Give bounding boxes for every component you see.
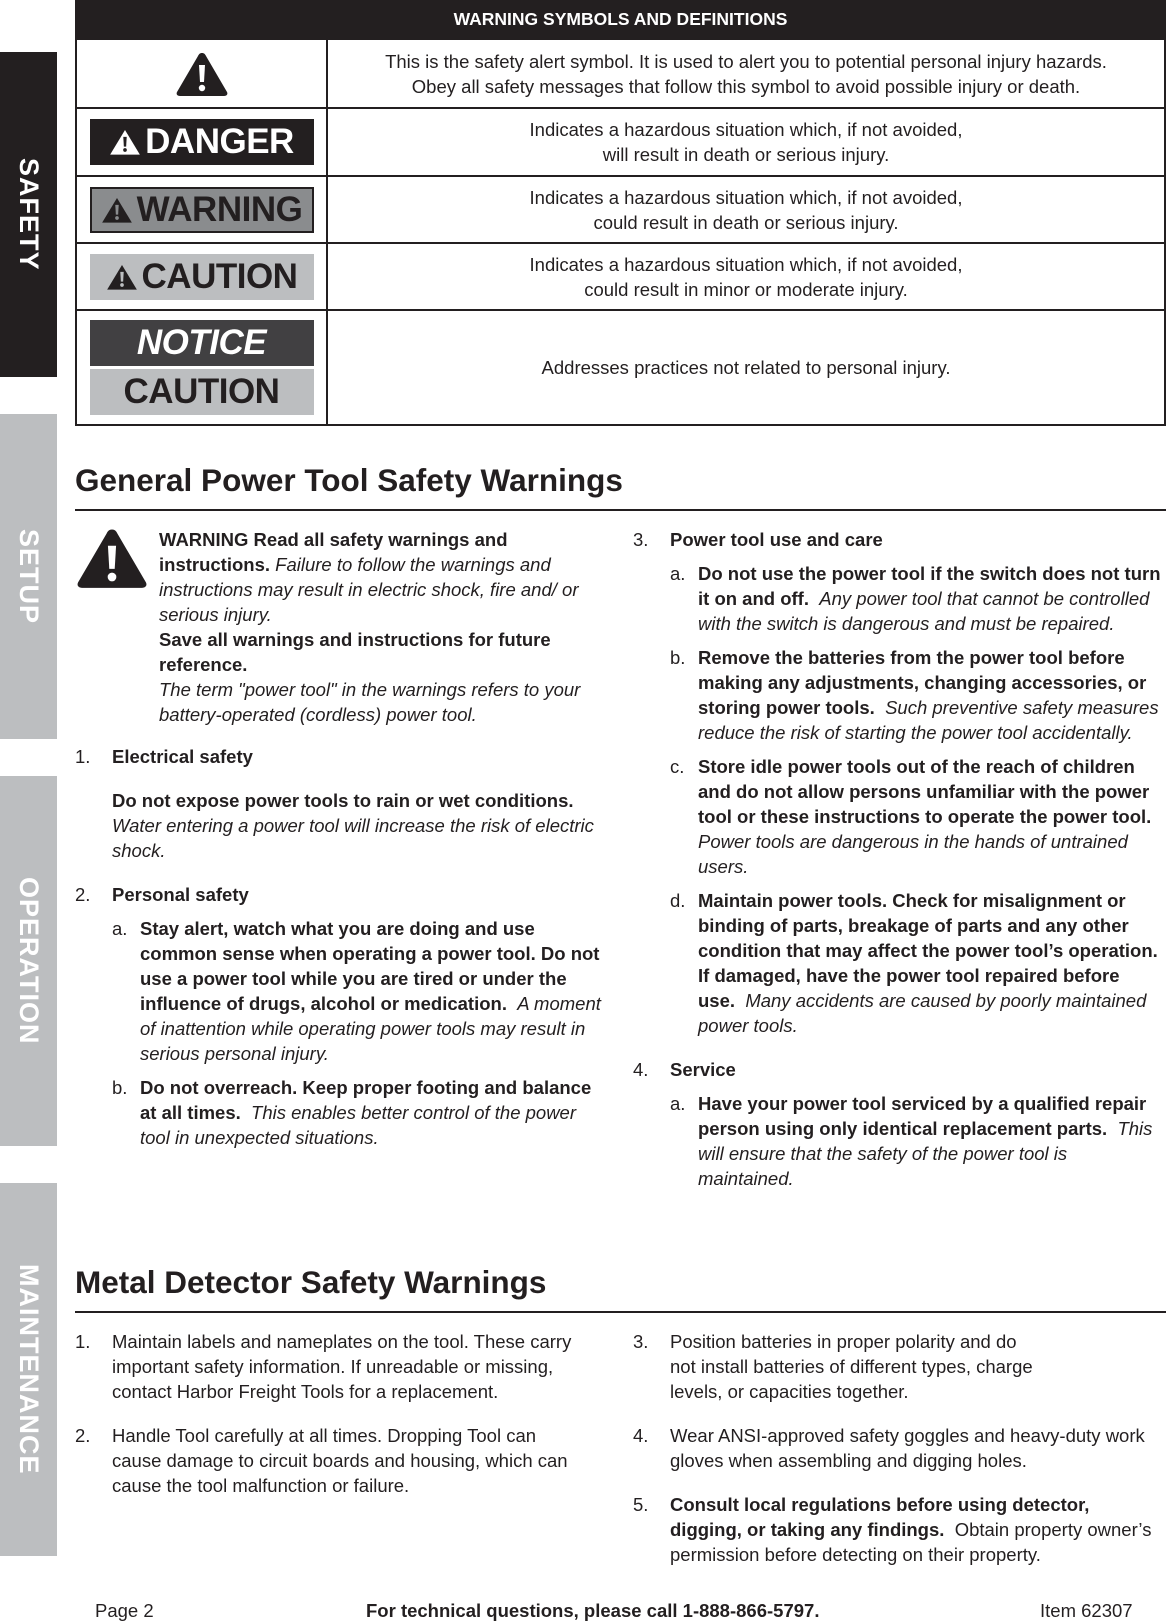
list-item: 3. Power tool use and care — [633, 529, 883, 550]
table-row — [77, 242, 1164, 309]
list-item: 1. Maintain labels and nameplates on the tool. These carry important safety information. If unreadable or missing, contact Harbor Freight Tools for a replacement. — [75, 1331, 572, 1402]
metal-left-column — [75, 1329, 585, 1498]
caution-badge: CAUTION — [90, 254, 314, 300]
general-intro: WARNING Read all safety warnings and instructions. Failure to follow the warnings and instructions may result in electric shock, fire and/ or serious injury. Save all warnings and instructions for future reference. The term "power tool" in the warnings refers to your battery-operated (cordless) power tool. — [159, 529, 581, 725]
list-item: 2. Personal safety — [75, 884, 249, 905]
list-item: 1. Electrical safety — [75, 746, 253, 767]
list-item: a. Stay alert, watch what you are doing and use common sense when operating a power tool. Do not use a power tool while you are tired or under the influence of drugs, alcohol or medication. A moment of inattention while operating power tools may result in serious personal injury. — [112, 918, 601, 1064]
list-item: a. Have your power tool serviced by a qualified repair person using only identical replacement parts. This will ensure that the safety of the power tool is maintained. — [670, 1093, 1153, 1189]
list-item: c. Store idle power tools out of the reach of children and do not allow persons unfamiliar with the power tool or these instructions to operate the power tool. Power tools are dangerous in the hands of untrained users. — [670, 756, 1152, 877]
safety-alert-icon — [74, 525, 150, 591]
safety-alert-icon — [106, 263, 138, 291]
general-right-column — [633, 527, 1166, 1191]
section-title-metal-detector: Metal Detector Safety Warnings — [75, 1264, 1166, 1313]
safety-alert-icon — [101, 196, 133, 224]
alert-definition-line1: This is the safety alert symbol. It is used to alert you to potential personal injury hazards. — [385, 50, 1107, 72]
tab-setup: SETUP — [0, 414, 57, 739]
safety-alert-icon — [109, 128, 141, 156]
table-row — [77, 38, 1164, 107]
caution-definition-line1: Indicates a hazardous situation which, if not avoided, — [529, 253, 963, 275]
page-number: Page 2 — [95, 1600, 154, 1621]
danger-definition-line1: Indicates a hazardous situation which, if not avoided, — [529, 119, 963, 140]
table-header: WARNING SYMBOLS AND DEFINITIONS — [77, 0, 1164, 38]
list-item: b. Remove the batteries from the power tool before making any adjustments, changing accessories, or storing power tools. Such preventive safety measures reduce the risk of starting the power tool accidentally. — [670, 647, 1159, 743]
danger-definition-line2: will result in death or serious injury. — [602, 144, 890, 165]
footer-contact: For technical questions, please call 1-888-866-5797. — [366, 1600, 820, 1621]
notice-badge: NOTICE — [90, 320, 314, 366]
list-item: 2. Handle Tool carefully at all times. Dropping Tool can cause damage to circuit boards and housing, which can cause the tool malfunction or failure. — [75, 1425, 568, 1496]
safety-alert-icon — [174, 50, 230, 98]
item-number: Item 62307 — [1040, 1600, 1133, 1621]
tab-operation: OPERATION — [0, 776, 57, 1146]
list-item: 3. Position batteries in proper polarity and do not install batteries of different types, charge levels, or capacities together. — [633, 1331, 1033, 1402]
table-row — [77, 175, 1164, 242]
caution-definition-line2: could result in minor or moderate injury. — [584, 278, 908, 300]
section-title-general: General Power Tool Safety Warnings — [75, 462, 1166, 511]
list-item: 4. Service — [633, 1059, 736, 1080]
alert-definition-line2: Obey all safety messages that follow this symbol to avoid possible injury or death. — [411, 75, 1081, 97]
warning-definition-line1: Indicates a hazardous situation which, if not avoided, — [529, 186, 963, 208]
notice-caution-badge: CAUTION — [90, 369, 314, 415]
table-row — [77, 309, 1164, 424]
danger-badge: DANGER — [90, 119, 314, 165]
warning-definition-line2: could result in death or serious injury. — [593, 211, 899, 233]
table-row — [77, 107, 1164, 175]
tab-safety: SAFETY — [0, 52, 57, 377]
list-item: b. Do not overreach. Keep proper footing and balance at all times. This enables better control of the power tool in unexpected situations. — [112, 1077, 592, 1148]
list-item: 4. Wear ANSI-approved safety goggles and heavy-duty work gloves when assembling and digging holes. — [633, 1425, 1145, 1471]
metal-right-column — [633, 1329, 1166, 1567]
general-left-column: 1. Electrical safety Do not expose power tools to rain or wet conditions. Water entering a power tool will increase the risk of electric shock. 2. Personal safety a. Stay alert, watch what you are doing and use common sense when operating a power tool. Do not use a power tool while you are tired or under the influence of drugs, alcohol or medication. A moment of inattention while operating power tools may result in serious personal injury. b. Do not overreach. Keep proper footing and balance at all times. This enables better control of the power tool in unexpected situations. — [75, 744, 605, 1150]
list-item: 5. Consult local regulations before using detector, digging, or taking any findings. Obtain property owner’s permission before detecting on their property. — [633, 1494, 1152, 1565]
warning-symbols-table — [75, 0, 1166, 426]
list-item: a. Do not use the power tool if the switch does not turn it on and off. Any power tool that cannot be controlled with the switch is dangerous and must be repaired. — [670, 563, 1161, 634]
list-item: d. Maintain power tools. Check for misalignment or binding of parts, breakage of parts and any other condition that may affect the power tool’s operation. If damaged, have the power tool repaired before use. Many accidents are caused by poorly maintained power tools. — [670, 890, 1158, 1036]
notice-definition: Addresses practices not related to personal injury. — [541, 357, 951, 378]
warning-badge: WARNING — [90, 187, 314, 233]
tab-maintenance: MAINTENANCE — [0, 1183, 57, 1556]
